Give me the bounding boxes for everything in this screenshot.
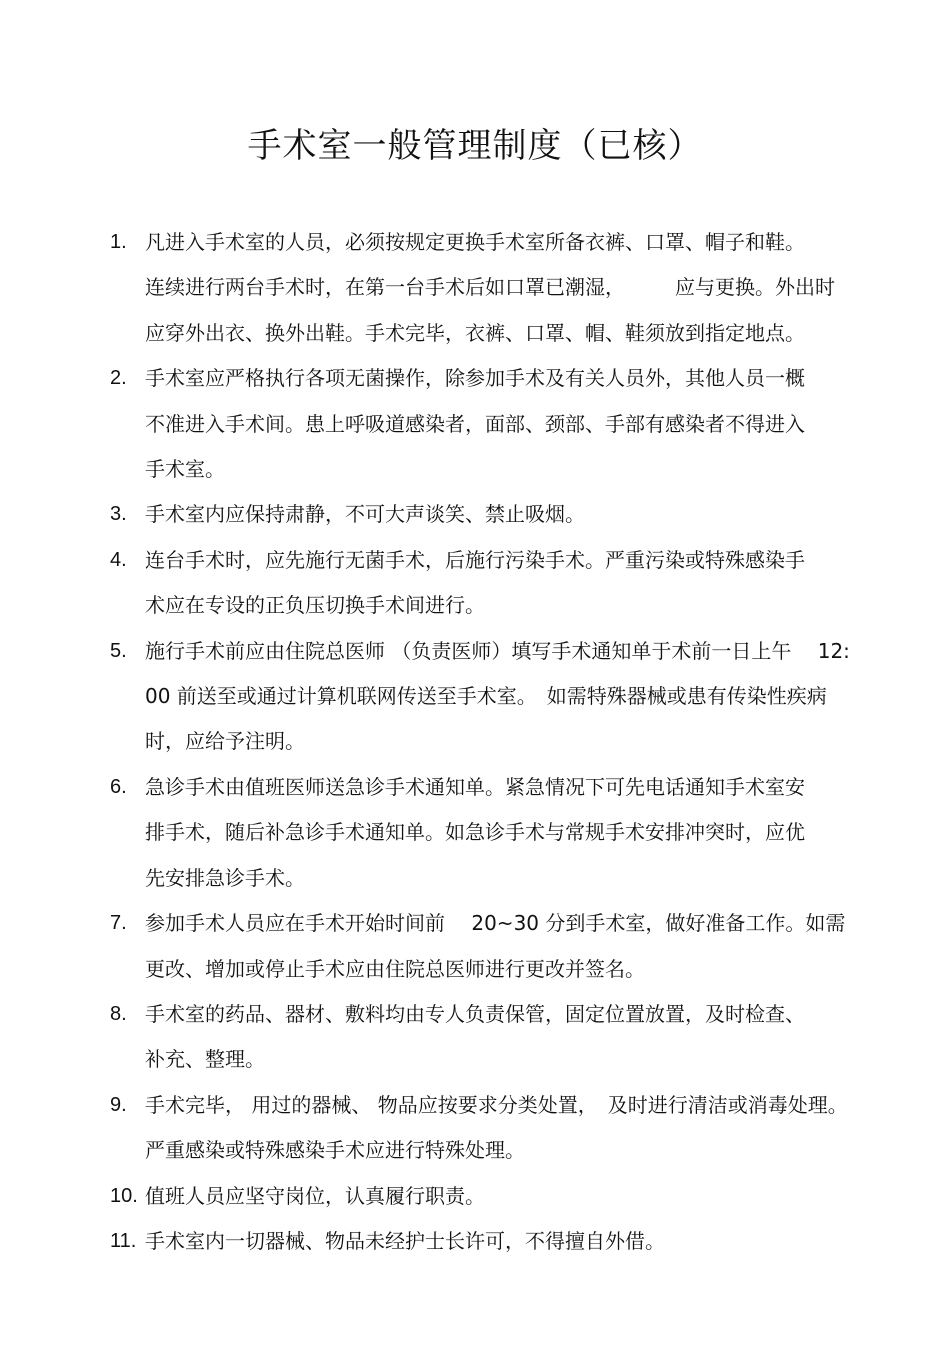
rule-list xyxy=(110,220,880,1264)
rule-number: 5. xyxy=(110,639,127,662)
rule-line: 连台手术时，应先施行无菌手术，后施行污染手术。严重污染或特殊感染手 xyxy=(145,547,805,572)
rule-line: 手术室内一切器械、物品未经护士长许可，不得擅自外借。 xyxy=(145,1228,665,1253)
rule-number: 10. xyxy=(110,1184,138,1207)
rule-number: 1. xyxy=(110,231,127,253)
rule-line: 不准进入手术间。患上呼吸道感染者，面部、颈部、手部有感染者不得进入 xyxy=(145,411,805,436)
rule-line: 更改、增加或停止手术应由住院总医师进行更改并签名。 xyxy=(145,956,645,981)
rule-item-6 xyxy=(110,765,880,901)
rule-item-9 xyxy=(110,1083,880,1174)
rule-item-3 xyxy=(110,492,880,537)
rule-line: 先安排急诊手术。 xyxy=(145,865,305,890)
rule-item-10 xyxy=(110,1174,880,1219)
rule-line: 连续进行两台手术时，在第一台手术后如口罩已潮湿， 应与更换。外出时 xyxy=(145,275,835,300)
rule-line: 凡进入手术室的人员，必须按规定更换手术室所备衣裤、口罩、帽子和鞋。 xyxy=(145,230,805,254)
rule-number: 7. xyxy=(110,912,127,935)
rule-line: 术应在专设的正负压切换手术间进行。 xyxy=(145,593,485,618)
rule-line: 应穿外出衣、换外出鞋。手术完毕，衣裤、口罩、帽、鞋须放到指定地点。 xyxy=(145,320,805,345)
rule-item-7 xyxy=(110,901,880,992)
rule-line: 手术完毕， 用过的器械、 物品应按要求分类处置， 及时进行清洁或消毒处理。 xyxy=(145,1092,848,1117)
rule-number: 2. xyxy=(110,367,127,390)
rule-line: 排手术，随后补急诊手术通知单。如急诊手术与常规手术安排冲突时，应优 xyxy=(145,820,805,845)
rule-line: 值班人员应坚守岗位，认真履行职责。 xyxy=(145,1183,485,1208)
rule-line: 参加手术人员应在手术开始时间前 20~30 分到手术室，做好准备工作。如需 xyxy=(145,911,846,936)
rule-number: 4. xyxy=(110,548,127,571)
rule-line: 手术室应严格执行各项无菌操作，除参加手术及有关人员外，其他人员一概 xyxy=(145,366,805,391)
rule-number: 11. xyxy=(110,1229,137,1252)
rule-line: 补充、整理。 xyxy=(145,1047,265,1072)
rule-item-1 xyxy=(110,220,880,356)
rule-number: 3. xyxy=(110,503,127,526)
rule-line: 手术室内应保持肃静，不可大声谈笑、禁止吸烟。 xyxy=(145,502,585,527)
rule-number: 8. xyxy=(110,1002,127,1025)
rule-item-4 xyxy=(110,538,880,629)
rule-item-2 xyxy=(110,356,880,492)
rule-line: 施行手术前应由住院总医师 （负责医师）填写手术通知单于术前一日上午 12: xyxy=(145,638,850,663)
rule-line: 00 前送至或通过计算机联网传送至手术室。 如需特殊器械或患有传染性疾病 xyxy=(145,684,827,709)
rule-line: 手术室。 xyxy=(145,457,225,482)
rule-line: 严重感染或特殊感染手术应进行特殊处理。 xyxy=(145,1138,525,1163)
document-title: 手术室一般管理制度（已核） xyxy=(247,126,703,166)
rule-item-5 xyxy=(110,629,880,765)
rule-item-11 xyxy=(110,1219,880,1264)
rule-item-8 xyxy=(110,992,880,1083)
rule-number: 6. xyxy=(110,775,127,798)
rule-number: 9. xyxy=(110,1093,127,1116)
rule-line: 急诊手术由值班医师送急诊手术通知单。紧急情况下可先电话通知手术室安 xyxy=(145,774,805,799)
rule-line: 手术室的药品、器材、敷料均由专人负责保管，固定位置放置，及时检查、 xyxy=(145,1001,805,1026)
rule-line: 时，应给予注明。 xyxy=(145,729,305,754)
